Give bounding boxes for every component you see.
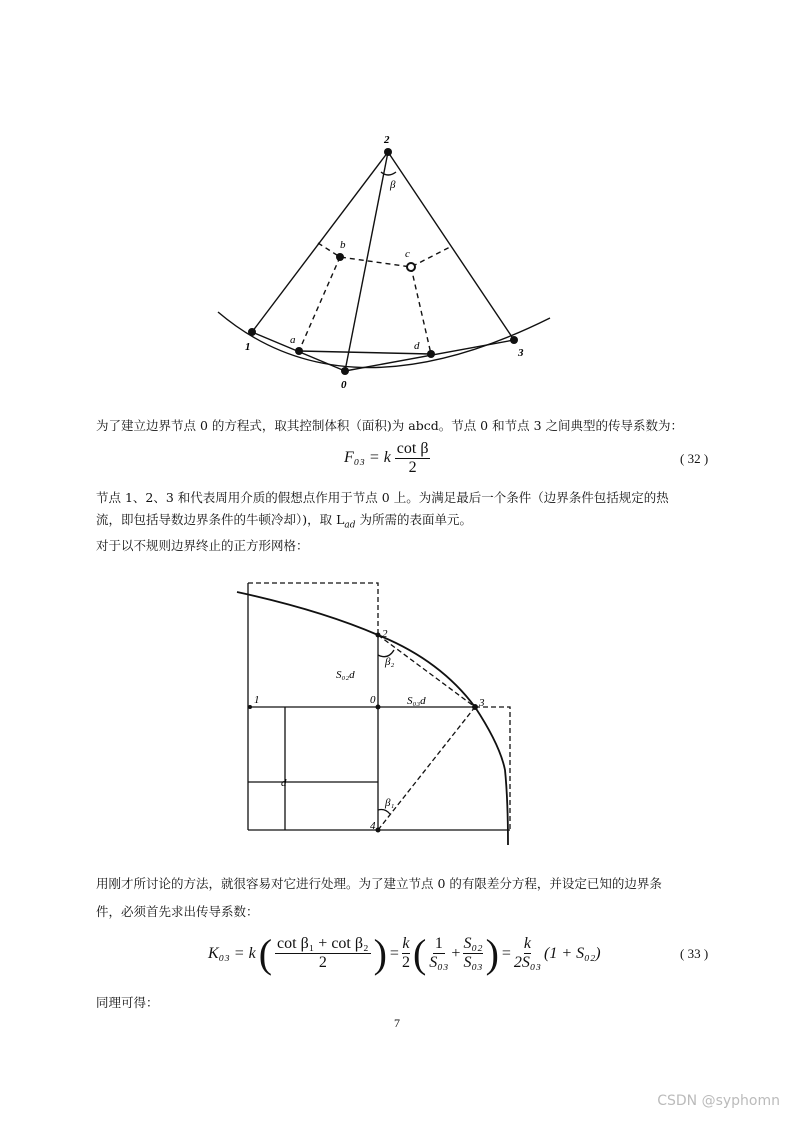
label-d: d xyxy=(414,340,420,352)
paragraph-2-line-2 xyxy=(96,512,472,534)
equation-32 xyxy=(344,440,430,477)
label-a: a xyxy=(290,334,296,346)
eq33-half-den: 2 xyxy=(401,954,410,971)
eq33-lhs: K₀₃ = k xyxy=(208,944,256,962)
paragraph-1: 为了建立边界节点 0 的方程式，取其控制体积（面积)为 abcd。节点 0 和节点 3 之间典型的传导系数为： xyxy=(96,418,684,433)
eq33-inner2-den: S₀₃ xyxy=(463,954,483,971)
equation-33: K₀₃ = k ( $\frac{\text{cot β₁ + cot β₂}}{2}$ ) = $\frac{k}{2}$ ( $\frac{1}{\text{S₀₃}}$ + $\frac{\text{S₀₂}}{\text{S₀₃}}$ ) = $\frac{k}{\text{2S₀₃}}$ (1 + S₀₂) xyxy=(208,931,601,976)
eq33-half-num: k xyxy=(402,935,410,952)
p2-text-end: 为所需的表面单元。 xyxy=(355,512,473,527)
eq33-equals-2: = xyxy=(501,944,511,962)
paragraph-3: 对于以不规则边界终止的正方形网格： xyxy=(96,538,309,553)
label-node-3: 3 xyxy=(479,697,485,709)
label-node-0: 0 xyxy=(370,694,376,706)
eq33-last-num: k xyxy=(523,935,532,952)
p2-text: 流，即包括导数边界条件的牛顿冷却）)，取 L xyxy=(96,512,345,527)
eq33-equals-1: = xyxy=(389,944,399,962)
label-node-2: 2 xyxy=(382,628,388,640)
label-d: d xyxy=(281,777,287,789)
eq33-inner1-num: 1 xyxy=(434,935,443,952)
paragraph-5: 同理可得： xyxy=(96,995,159,1010)
eq33-last-den: 2S₀₃ xyxy=(513,954,542,971)
label-node-4: 4 xyxy=(370,820,376,832)
paragraph-4-line-1: 用刚才所讨论的方法，就很容易对它进行处理。为了建立节点 0 的有限差分方程，并设定已知的边界条 xyxy=(96,876,662,891)
eq33-inner1-den: S₀₃ xyxy=(429,954,449,971)
label-beta: β xyxy=(390,179,396,191)
paragraph-4-line-2: 件，必须首先求出传导系数： xyxy=(96,904,259,919)
label-node-1: 1 xyxy=(245,341,251,353)
eq33-inner2-num: S₀₂ xyxy=(463,935,483,952)
eq33-plus: + xyxy=(451,944,461,962)
figure-1-control-volume xyxy=(218,152,550,371)
eq32-denominator: 2 xyxy=(408,459,417,476)
eq33-frac1-den: 2 xyxy=(318,954,327,971)
figure-2-square-grid xyxy=(237,583,510,845)
label-c: c xyxy=(405,248,410,260)
equation-32-number: ( 32 ) xyxy=(680,451,709,466)
label-beta2: β₂ xyxy=(385,656,395,668)
watermark: CSDN @syphomn xyxy=(657,1093,780,1109)
eq32-numerator: cot β xyxy=(396,440,429,457)
label-b: b xyxy=(340,239,346,251)
label-beta1: β₁ xyxy=(385,797,395,809)
eq32-lhs: F₀₃ = k xyxy=(344,449,391,467)
label-s03d: S₀₃d xyxy=(407,695,426,707)
label-node-1: 1 xyxy=(254,694,260,706)
page-number: 7 xyxy=(394,1016,400,1030)
p2-subscript: ad xyxy=(344,520,356,531)
label-node-2: 2 xyxy=(384,134,390,146)
eq33-tail: (1 + S₀₂) xyxy=(544,944,601,962)
equation-33-number: ( 33 ) xyxy=(680,946,709,961)
label-s02d: S₀₂d xyxy=(336,669,355,681)
label-node-3: 3 xyxy=(518,347,524,359)
paragraph-2-line-1: 节点 1、2、3 和代表周用介质的假想点作用于节点 0 上。为满足最后一个条件（边界条件包括规定的热 xyxy=(96,490,669,505)
label-node-0: 0 xyxy=(341,379,347,391)
eq33-frac1-num: cot β₁ + cot β₂ xyxy=(277,935,369,952)
